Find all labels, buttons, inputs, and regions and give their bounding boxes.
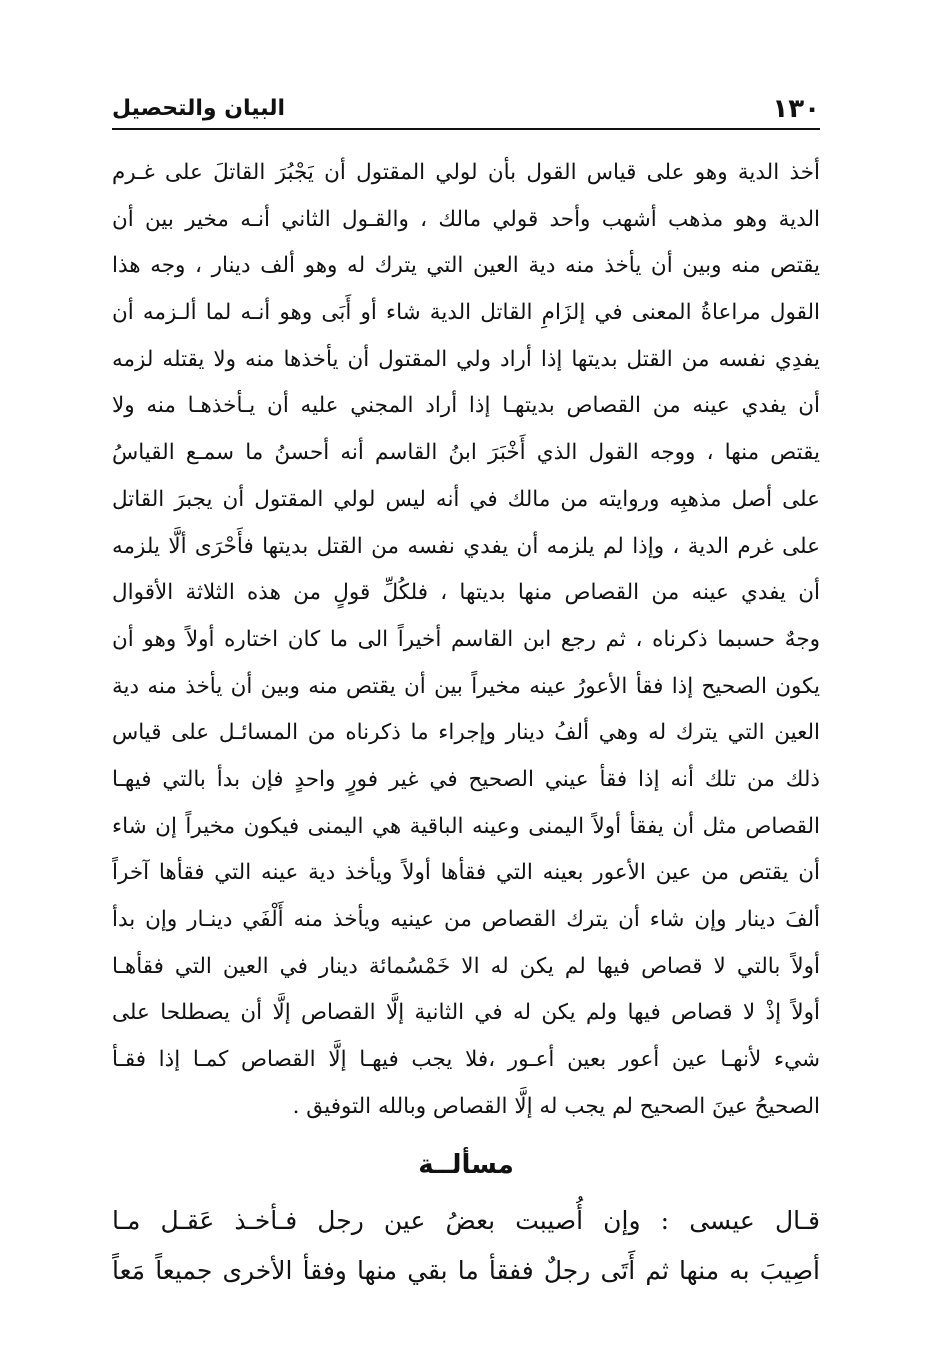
text-line: وجهٌ حسبما ذكرناه ، ثم رجع ابن القاسم أخيراً الى ما كان اختاره أولاً وهو أن	[112, 626, 820, 652]
section-line: أصِيبَ به منها ثم أَتَى رجلٌ ففقأ ما بقي منها وفقأ الأخرى جميعاً مَعاً	[112, 1256, 820, 1285]
page-header	[112, 88, 820, 130]
text-line: الدية وهو مذهب أشهب وأحد قولي مالك ، والقـول الثاني أنـه مخير بين أن	[112, 206, 820, 232]
running-title: البيان والتحصيل	[112, 96, 286, 121]
text-line: يقتص منه وبين أن يأخذ منه دية العين التي يترك له وهو ألف دينار ، وجه هذا	[112, 253, 820, 279]
section-text	[112, 1196, 820, 1296]
text-line: أن يفدي عينه من القصاص بديتهـا إذا أراد المجني عليه أن يـأخذهـا منه ولا	[112, 393, 820, 419]
text-line: أن يفدي عينه من القصاص منها بديتها ، فلكُلِّ قولٍ من هذه الثلاثة الأقوال	[112, 580, 820, 606]
text-line: على غرم الدية ، وإذا لم يلزمه أن يفدي نفسه من القتل بديتها فأَحْرَى ألَّا يلزمه	[112, 533, 820, 559]
text-line: أولاً بالتي لا قصاص فيها لم يكن له الا خَمْسُمائة دينار في العين التي فقأهـا	[112, 953, 820, 979]
text-line: ألفَ دينار وإن شاء أن يترك القصاص من عينيه ويأخذ منه أَلْفَي دينـار وإن بدأ	[112, 907, 820, 932]
page-number: ١٣٠	[772, 94, 820, 124]
section-line: قـال عيسى : وإن أُصيبت بعضُ عين رجل فـأخـذ عَقـل مـا	[112, 1206, 820, 1235]
text-line: القصاص مثل أن يفقأ أولاً اليمنى وعينه الباقية هي اليمنى فيكون مخيراً إن شاء	[112, 813, 820, 839]
text-line: يقتص منها ، ووجه القول الذي أَخْبَرَ ابنُ القاسم أنه أحسنُ ما سمـع القياسُ	[112, 440, 820, 466]
text-line: العين التي يترك له وهي ألفُ دينار وإجراء ما ذكرناه من المسائـل على قياس	[112, 720, 820, 746]
text-line: القول مراعاةُ المعنى في إلزَامِ القاتل الدية شاء أو أَبَى وهو أنـه لما ألـزمه أن	[112, 300, 820, 326]
text-line: أن يقتص من عين الأعور بعينه التي فقأها أولاً ويأخذ دية عينه التي فقأها آخراً	[112, 860, 820, 886]
text-line: يفدِي نفسه من القتل بديتها إذا أراد ولي المقتول أن يأخذها منه ولا يقتله لزمه	[112, 346, 820, 372]
text-line: شيء لأنهـا عين أعور بعين أعـور ،فلا يجب فيهـا إلَّا القصاص كمـا إذا فقـأ	[112, 1047, 820, 1073]
text-line: أخذ الدية وهو على قياس القول بأن لولي المقتول أن يَجْبُرَ القاتلَ على غـرم	[112, 160, 820, 185]
text-line: أولاً إذْ لا قصاص فيها ولم يكن له في الثانية إلَّا القصاص إلَّا أن يصطلحا على	[112, 1000, 820, 1026]
text-line: يكون الصحيح إذا فقأ الأعورُ عينه مخيراً بين أن يقتص منه وبين أن يأخذ منه دية	[112, 673, 820, 699]
text-line: ذلك من تلك أنه إذا فقأ عيني الصحيح في غير فورٍ واحدٍ فإن بدأ بالتي فيهـا	[112, 766, 820, 792]
section-heading: مسألــة	[418, 1150, 514, 1180]
text-line: الصحيحُ عينَ الصحيح لم يجب له إلَّا القصاص وبالله التوفيق .	[292, 1093, 820, 1119]
body-text	[112, 150, 820, 1130]
text-line: على أصل مذهبِه وروايته من مالك في أنه ليس لولي المقتول أن يجبرَ القاتل	[112, 486, 820, 512]
